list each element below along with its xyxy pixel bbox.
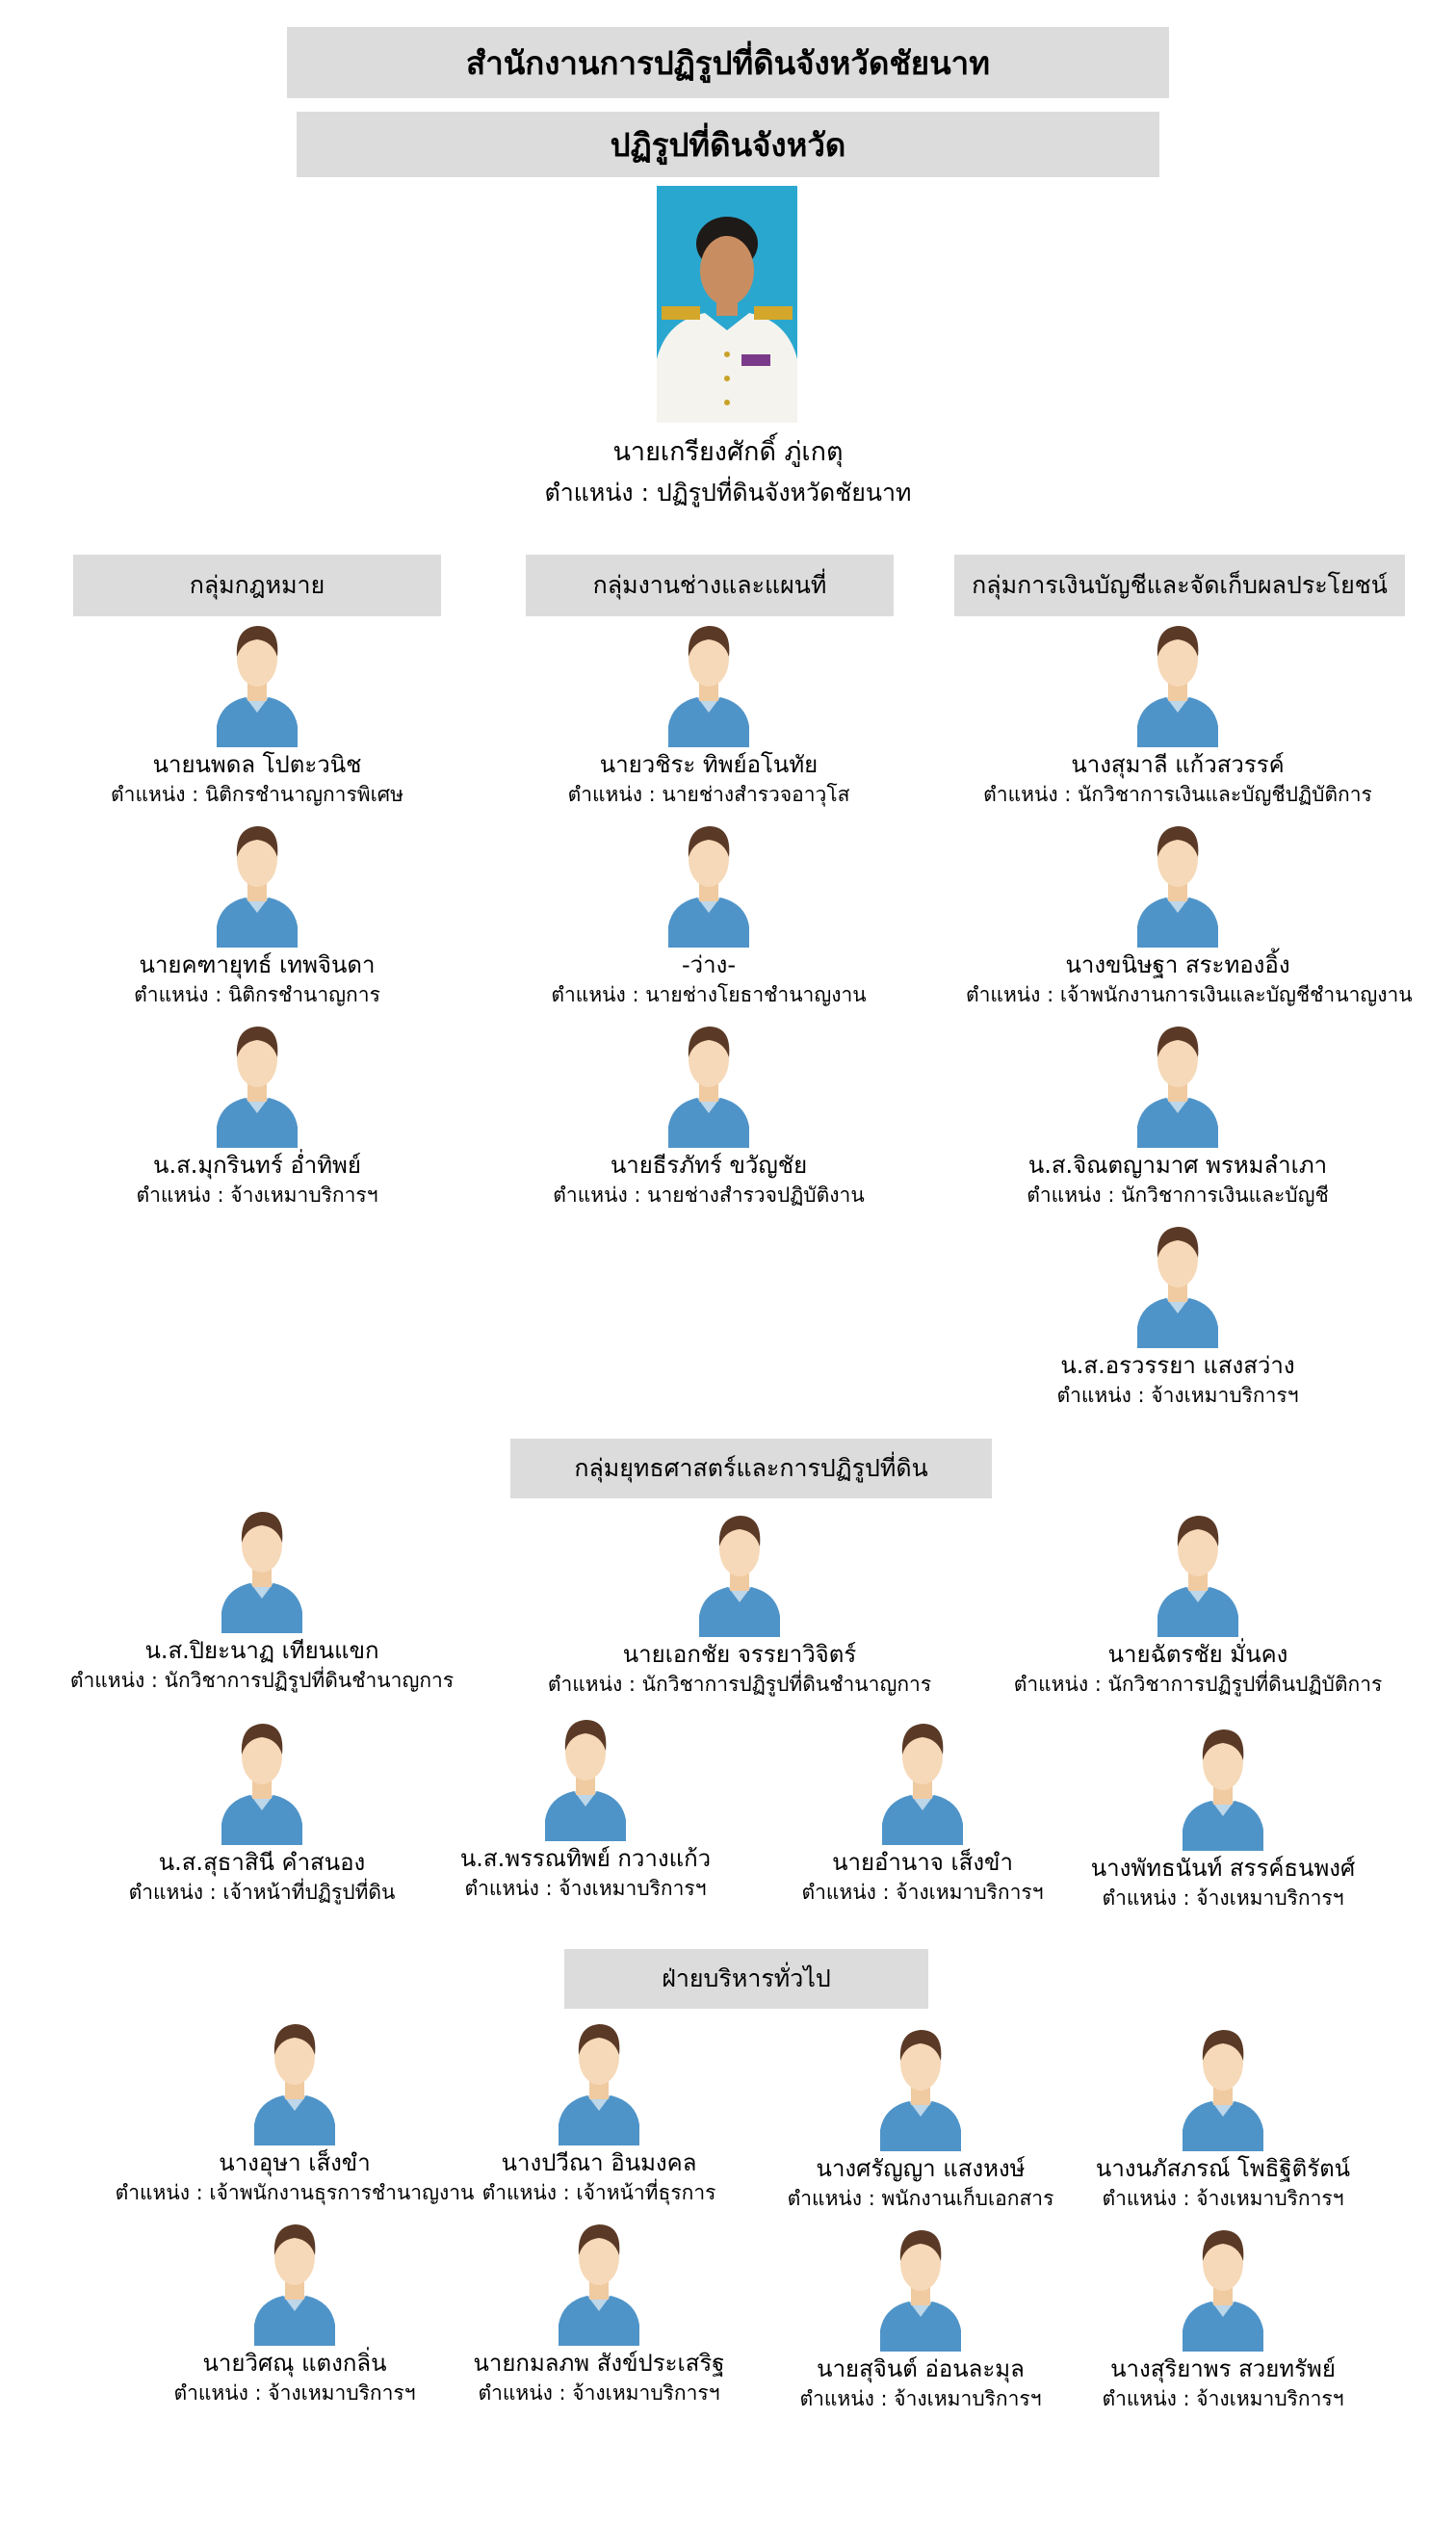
person-position: ตำแหน่ง : จ้างเหมาบริการฯ (801, 1881, 1044, 1904)
avatar (551, 2211, 647, 2346)
group-header-strategy: กลุ่มยุทธศาสตร์และการปฏิรูปที่ดิน (510, 1439, 992, 1498)
member-card (966, 612, 1390, 809)
person-position: ตำแหน่ง : นิติกรชำนาญการพิเศษ (111, 783, 403, 806)
person-position: ตำแหน่ง : เจ้าพนักงานธุรการชำนาญงาน (115, 2181, 475, 2204)
member-card (497, 612, 921, 809)
person-position: ตำแหน่ง : เจ้าหน้าที่ธุรการ (481, 2181, 716, 2204)
person-name: น.ส.อรวรรยา แสงสว่าง (1060, 1352, 1295, 1379)
person-position: ตำแหน่ง : จ้างเหมาบริการฯ (464, 1877, 707, 1900)
head-person (516, 431, 940, 512)
member-card (757, 2016, 1084, 2213)
avatar (1130, 612, 1226, 747)
person-position: ตำแหน่ง : นิติกรชำนาญการ (134, 983, 380, 1006)
person-name: นางพัทธนันท์ สรรค์ธนพงศ์ (1090, 1855, 1356, 1882)
person-position: ตำแหน่ง : จ้างเหมาบริการฯ (799, 2387, 1042, 2410)
avatar (209, 612, 305, 747)
member-card (986, 1502, 1410, 1699)
person-name: นางสุมาลี แก้วสวรรค์ (1071, 751, 1285, 778)
person-name: นางปวีณา อินมงคล (501, 2149, 697, 2176)
member-card (50, 1498, 474, 1695)
avatar (1175, 2016, 1271, 2151)
person-position: ตำแหน่ง : นายช่างสำรวจอาวุโส (567, 783, 850, 806)
person-position: ตำแหน่ง : นักวิชาการเงินและบัญชีปฏิบัติการ (983, 783, 1372, 806)
avatar (661, 1013, 757, 1148)
avatar (691, 1502, 788, 1637)
person-name: น.ส.พรรณทิพย์ กวางแก้ว (459, 1845, 712, 1872)
person-position: ตำแหน่ง : นายช่างสำรวจปฏิบัติงาน (553, 1183, 865, 1207)
member-card (1050, 2217, 1396, 2413)
member-card (497, 1013, 921, 1209)
avatar (214, 1710, 310, 1845)
person-name: นายอำนาจ เส็งขำ (832, 1849, 1013, 1876)
avatar (551, 2011, 647, 2145)
member-card (45, 1013, 469, 1209)
person-position: ตำแหน่ง : ปฏิรูปที่ดินจังหวัดชัยนาท (544, 479, 912, 507)
avatar (1130, 1213, 1226, 1348)
person-name: นายวิศณุ แตงกลิ่น (202, 2350, 387, 2377)
avatar (1175, 1716, 1271, 1851)
person-name: นายฉัตรชัย มั่นคง (1107, 1641, 1288, 1668)
person-name: นางสุริยาพร สวยทรัพย์ (1110, 2355, 1336, 2382)
member-card (757, 2217, 1084, 2413)
person-position: ตำแหน่ง : จ้างเหมาบริการฯ (1102, 2387, 1344, 2410)
group-header-admin: ฝ่ายบริหารทั่วไป (564, 1949, 928, 2009)
person-position: ตำแหน่ง : นักวิชาการปฏิรูปที่ดินชำนาญการ (547, 1673, 932, 1696)
avatar (872, 2217, 969, 2352)
person-name: น.ส.สุธาสินี คำสนอง (158, 1849, 366, 1876)
avatar (537, 1706, 634, 1841)
member-card (416, 2011, 782, 2207)
avatar (1150, 1502, 1246, 1637)
member-card (528, 1502, 951, 1699)
person-name: -ว่าง- (682, 951, 736, 978)
person-name: นายกมลภพ สังข์ประเสริฐ (473, 2350, 725, 2377)
person-position: ตำแหน่ง : พนักงานเก็บเอกสาร (787, 2187, 1054, 2210)
person-position: ตำแหน่ง : จ้างเหมาบริการฯ (173, 2381, 416, 2405)
avatar (872, 2016, 969, 2151)
member-card (1050, 1716, 1396, 1912)
member-card (45, 612, 469, 809)
person-name: นายสุจินต์ อ่อนละมุล (817, 2355, 1025, 2382)
avatar (247, 2211, 343, 2346)
person-position: ตำแหน่ง : เจ้าพนักงานการเงินและบัญชีชำนาญงาน (966, 983, 1413, 1006)
avatar (1130, 813, 1226, 948)
person-name: น.ส.ปิยะนาฏ เทียนแขก (144, 1637, 379, 1664)
group-header-survey: กลุ่มงานช่างและแผนที่ (526, 555, 894, 616)
member-card (393, 1706, 778, 1903)
member-card (1050, 2016, 1396, 2213)
person-position: ตำแหน่ง : นักวิชาการปฏิรูปที่ดินปฏิบัติการ (1013, 1673, 1383, 1696)
avatar (1130, 1013, 1226, 1148)
person-position: ตำแหน่ง : เจ้าหน้าที่ปฏิรูปที่ดิน (128, 1881, 396, 1904)
person-name: นางศรัญญา แสงหงษ์ (816, 2155, 1026, 2182)
person-name: น.ส.มุกรินทร์ อ่ำทิพย์ (153, 1152, 361, 1179)
avatar (1175, 2217, 1271, 2352)
member-card (45, 813, 469, 1009)
person-name: นางนภัสภรณ์ โพธิฐิติรัตน์ (1095, 2155, 1351, 2182)
person-position: ตำแหน่ง : จ้างเหมาบริการฯ (1102, 2187, 1344, 2210)
person-name: นายคฑายุทธ์ เทพจินดา (139, 951, 376, 978)
group-header-finance: กลุ่มการเงินบัญชีและจัดเก็บผลประโยชน์ (954, 555, 1405, 616)
avatar (247, 2011, 343, 2145)
member-card (759, 1710, 1086, 1907)
person-position: ตำแหน่ง : จ้างเหมาบริการฯ (1102, 1886, 1344, 1910)
avatar (661, 813, 757, 948)
person-position: ตำแหน่ง : นักวิชาการปฏิรูปที่ดินชำนาญการ (69, 1669, 455, 1692)
member-card (497, 813, 921, 1009)
avatar (214, 1498, 310, 1633)
person-name: นางอุษา เส็งขำ (219, 2149, 371, 2176)
person-name: นายวชิระ ทิพย์อโนทัย (599, 751, 819, 778)
person-position: ตำแหน่ง : นายช่างโยธาชำนาญงาน (551, 983, 867, 1006)
member-card (416, 2211, 782, 2407)
member-card (966, 813, 1413, 1009)
person-name: น.ส.จิณตญามาศ พรหมลำเภา (1027, 1152, 1328, 1179)
person-name: นางขนิษฐา สระทองอิ้ง (1065, 951, 1290, 978)
avatar (209, 813, 305, 948)
person-position: ตำแหน่ง : จ้างเหมาบริการฯ (1056, 1384, 1299, 1407)
person-name: นายเกรียงศักดิ์ ภู่เกตุ (612, 437, 844, 467)
person-position: ตำแหน่ง : จ้างเหมาบริการฯ (136, 1183, 378, 1207)
member-card (966, 1213, 1390, 1410)
member-card (966, 1013, 1390, 1209)
avatar (209, 1013, 305, 1148)
person-position: ตำแหน่ง : จ้างเหมาบริการฯ (478, 2381, 720, 2405)
person-name: นายธีรภัทร์ ขวัญชัย (610, 1152, 808, 1179)
person-name: นายเอกชัย จรรยาวิจิตร์ (622, 1641, 857, 1668)
person-position: ตำแหน่ง : นักวิชาการเงินและบัญชี (1027, 1183, 1329, 1207)
person-name: นายนพดล โปตะวนิช (152, 751, 362, 778)
head-photo (657, 186, 797, 423)
group-header-legal: กลุ่มกฎหมาย (73, 555, 441, 616)
avatar (661, 612, 757, 747)
head-title: ปฏิรูปที่ดินจังหวัด (297, 112, 1159, 177)
office-title: สำนักงานการปฏิรูปที่ดินจังหวัดชัยนาท (287, 27, 1169, 98)
avatar (874, 1710, 971, 1845)
